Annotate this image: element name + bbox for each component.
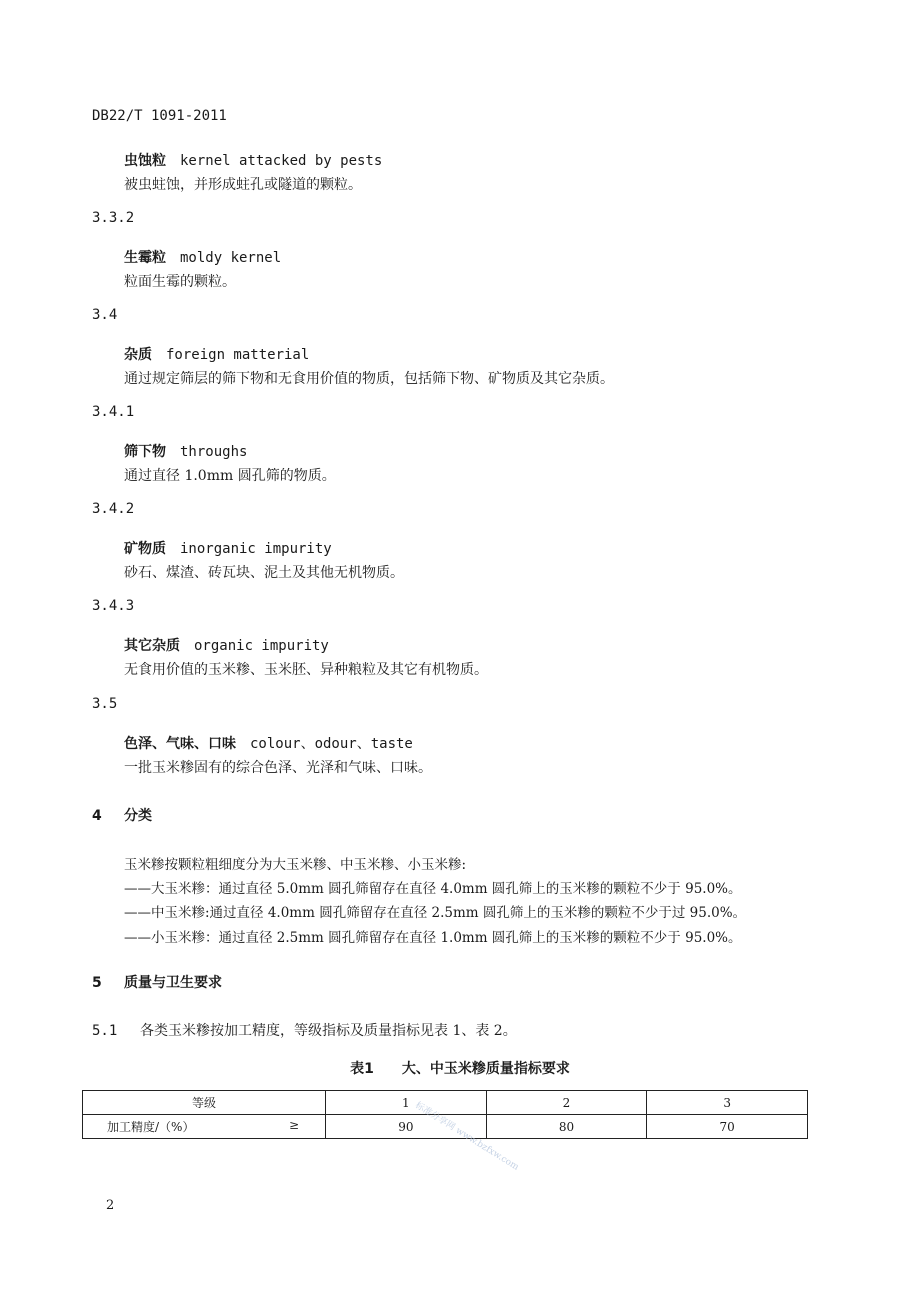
page-number: 2 — [106, 1198, 115, 1213]
watermark-text: 标准分享网 www.bzfxw.com — [413, 1100, 521, 1173]
section-title: 质量与卫生要求 — [124, 975, 222, 991]
clause-5-1 — [92, 1020, 517, 1040]
term-cn: 生霉粒 — [124, 250, 166, 266]
clause-number: 3.3.2 — [92, 210, 135, 226]
term-en: inorganic impurity — [180, 541, 332, 557]
table-title: 大、中玉米糁质量指标要求 — [401, 1061, 570, 1077]
comparison-operator: ≥ — [288, 1118, 299, 1132]
term-definition: 一批玉米糁固有的综合色泽、光泽和气味、口味。 — [124, 760, 432, 776]
term-heading-moldy-kernel — [124, 247, 281, 267]
term-en: moldy kernel — [180, 250, 282, 266]
clause-number: 5.1 — [92, 1023, 118, 1039]
table-header-row — [83, 1091, 808, 1115]
section-5-heading — [92, 972, 222, 992]
clause-number: 3.4.1 — [92, 404, 135, 420]
term-cn: 色泽、气味、口味 — [124, 736, 236, 752]
table-cell: 70 — [647, 1115, 808, 1139]
term-heading-inorganic-impurity — [124, 538, 332, 558]
term-en: foreign matterial — [166, 347, 310, 363]
clause-text: 各类玉米糁按加工精度，等级指标及质量指标见表 1、表 2。 — [140, 1023, 517, 1039]
table-row-label-cell — [83, 1115, 326, 1139]
table-1-caption — [0, 1058, 920, 1078]
table-header-cell: 1 — [326, 1091, 487, 1115]
term-en: colour、odour、taste — [250, 736, 413, 752]
table-header-cell: 3 — [647, 1091, 808, 1115]
term-en: organic impurity — [194, 638, 329, 654]
term-definition: 通过规定筛层的筛下物和无食用价值的物质，包括筛下物、矿物质及其它杂质。 — [124, 371, 614, 387]
table-header-cell: 2 — [486, 1091, 647, 1115]
row-label: 加工精度/（%） — [107, 1120, 195, 1134]
clause-number: 3.4.3 — [92, 598, 135, 614]
table-header-cell: 等级 — [83, 1091, 326, 1115]
section-number: 5 — [92, 975, 102, 991]
term-definition: 通过直径 1.0mm 圆孔筛的物质。 — [124, 468, 336, 484]
term-cn: 虫蚀粒 — [124, 153, 166, 169]
clause-number: 3.4 — [92, 307, 118, 323]
term-definition: 被虫蛀蚀，并形成蛀孔或隧道的颗粒。 — [124, 177, 362, 193]
table-cell: 80 — [486, 1115, 647, 1139]
table-cell: 90 — [326, 1115, 487, 1139]
term-cn: 其它杂质 — [124, 638, 180, 654]
term-cn: 杂质 — [124, 347, 152, 363]
section-title: 分类 — [124, 808, 152, 824]
term-heading-foreign-matter — [124, 344, 309, 364]
section-4-heading — [92, 805, 152, 825]
term-heading-kernel-attacked — [124, 150, 382, 170]
term-cn: 筛下物 — [124, 444, 166, 460]
section-4-intro: 玉米糁按颗粒粗细度分为大玉米糁、中玉米糁、小玉米糁: — [124, 857, 467, 873]
term-cn: 矿物质 — [124, 541, 166, 557]
term-definition: 粒面生霉的颗粒。 — [124, 274, 236, 290]
clause-number: 3.4.2 — [92, 501, 135, 517]
classification-item-small: ——小玉米糁：通过直径 2.5mm 圆孔筛留存在直径 1.0mm 圆孔筛上的玉米糁的颗粒不少于 95.0%。 — [124, 930, 742, 946]
term-en: throughs — [180, 444, 248, 460]
term-heading-throughs — [124, 441, 247, 461]
section-number: 4 — [92, 808, 102, 824]
term-en: kernel attacked by pests — [180, 153, 383, 169]
table-label: 表1 — [350, 1061, 374, 1077]
term-heading-organic-impurity — [124, 635, 329, 655]
classification-item-large: ——大玉米糁：通过直径 5.0mm 圆孔筛留存在直径 4.0mm 圆孔筛上的玉米糁的颗粒不少于 95.0%。 — [124, 881, 742, 897]
clause-number: 3.5 — [92, 696, 118, 712]
classification-item-medium: ——中玉米糁:通过直径 4.0mm 圆孔筛留存在直径 2.5mm 圆孔筛上的玉米糁的颗粒不少于过 95.0%。 — [124, 905, 747, 921]
document-code: DB22/T 1091-2011 — [92, 108, 227, 124]
term-heading-colour-odour-taste — [124, 733, 413, 753]
term-definition: 砂石、煤渣、砖瓦块、泥土及其他无机物质。 — [124, 565, 404, 581]
term-definition: 无食用价值的玉米糁、玉米胚、异种粮粒及其它有机物质。 — [124, 662, 488, 678]
